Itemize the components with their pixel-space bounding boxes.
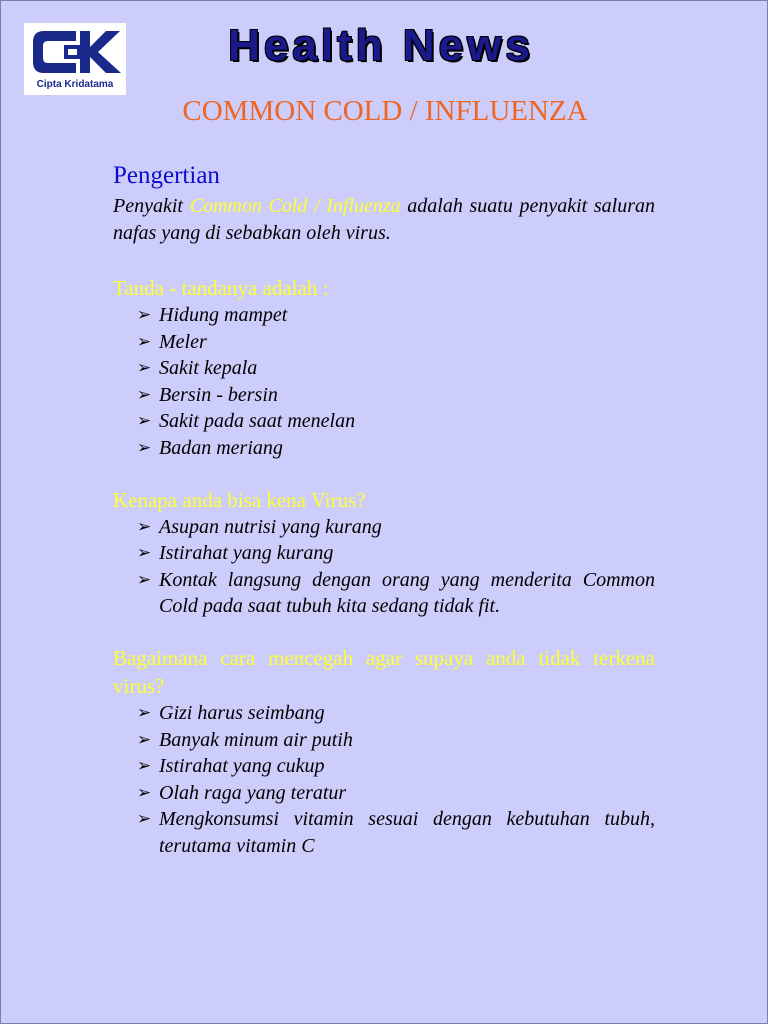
article-title: COMMON COLD / INFLUENZA <box>182 95 588 127</box>
symptoms-list <box>113 302 655 462</box>
prevention-heading: Bagaimana cara mencegah agar supaya anda tidak terkena virus? <box>113 645 655 698</box>
definition-highlight: Common Cold / Influenza <box>189 195 401 217</box>
logo-caption: Cipta Kridatama <box>36 79 114 90</box>
masthead-title: Health News <box>228 21 534 70</box>
definition-text-after: adalah suatu penyakit saluran nafas yang di sebabkan oleh virus. <box>113 195 655 244</box>
list-item: ➢ Asupan nutrisi yang kurang <box>137 514 655 541</box>
arrowhead-bullet-icon: ➢ <box>137 384 152 405</box>
ck-logo-mark <box>24 23 126 81</box>
definition-text-before: Penyakit <box>113 195 190 217</box>
section-spacer <box>113 462 655 486</box>
arrowhead-bullet-icon: ➢ <box>137 358 152 379</box>
list-item: ➢ Meler <box>137 329 655 356</box>
arrowhead-bullet-icon: ➢ <box>137 516 152 537</box>
arrowhead-bullet-icon: ➢ <box>137 756 152 777</box>
article-body <box>113 159 655 860</box>
list-item: ➢ Badan meriang <box>137 435 655 462</box>
list-item: ➢ Sakit kepala <box>137 355 655 382</box>
list-item: ➢ Sakit pada saat menelan <box>137 408 655 435</box>
causes-list <box>113 514 655 620</box>
company-logo <box>24 23 126 95</box>
arrowhead-bullet-icon: ➢ <box>137 569 152 590</box>
definition-text <box>113 193 655 247</box>
arrowhead-bullet-icon: ➢ <box>137 782 152 803</box>
arrowhead-bullet-icon: ➢ <box>137 543 152 564</box>
list-item: ➢ Istirahat yang cukup <box>137 753 655 780</box>
list-item: ➢ Bersin - bersin <box>137 382 655 409</box>
list-item: ➢ Gizi harus seimbang <box>137 700 655 727</box>
definition-heading: Pengertian <box>113 162 220 189</box>
list-item: ➢ Hidung mampet <box>137 302 655 329</box>
arrowhead-bullet-icon: ➢ <box>137 702 152 723</box>
list-item: ➢ Kontak langsung dengan orang yang menderita Common Cold pada saat tubuh kita sedang tidak fit. <box>137 568 655 618</box>
arrowhead-bullet-icon: ➢ <box>137 411 152 432</box>
prevention-list <box>113 700 655 860</box>
causes-heading: Kenapa anda bisa kena Virus? <box>113 487 366 512</box>
arrowhead-bullet-icon: ➢ <box>137 305 152 325</box>
arrowhead-bullet-icon: ➢ <box>137 437 152 458</box>
arrowhead-bullet-icon: ➢ <box>137 331 152 352</box>
arrowhead-bullet-icon: ➢ <box>137 729 152 750</box>
list-item: ➢ Banyak minum air putih <box>137 727 655 754</box>
section-spacer <box>113 247 655 274</box>
arrowhead-bullet-icon: ➢ <box>137 809 152 830</box>
list-item: ➢ Olah raga yang teratur <box>137 780 655 807</box>
list-item: ➢ Mengkonsumsi vitamin sesuai dengan kebutuhan tubuh, terutama vitamin C <box>137 808 655 857</box>
section-spacer <box>113 620 655 644</box>
list-item: ➢ Istirahat yang kurang <box>137 540 655 567</box>
symptoms-heading: Tanda - tandanya adalah : <box>113 276 329 300</box>
